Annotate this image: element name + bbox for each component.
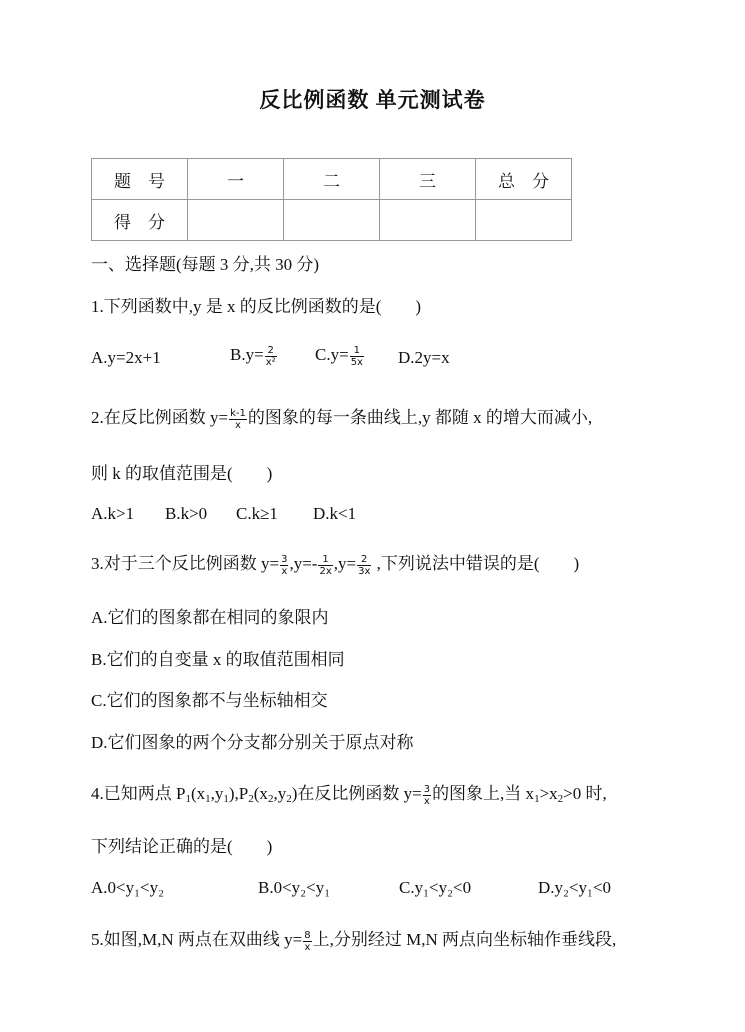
q5-frac-den: x xyxy=(304,941,311,953)
q1-b-num: 2 xyxy=(265,345,277,357)
q5-frac-num: 8 xyxy=(304,929,311,941)
q3-option-b: B.它们的自变量 x 的取值范围相同 xyxy=(91,650,345,669)
q3-f3-num: 2 xyxy=(357,554,371,566)
q4-frac-num: 3 xyxy=(423,783,431,795)
q3-f2-num: 1 xyxy=(318,554,332,566)
q2-stem-post: 的图象的每一条曲线上,y 都随 x 的增大而减小, xyxy=(247,408,593,427)
q1-option-a: A.y=2x+1 xyxy=(91,348,161,367)
q1-stem: 1.下列函数中,y 是 x 的反比例函数的是( ) xyxy=(91,297,422,316)
section-heading: 一、选择题(每题 3 分,共 30 分) xyxy=(91,255,320,274)
q1-option-b-fraction xyxy=(265,345,277,368)
q2-frac-num: k-1 xyxy=(230,407,246,419)
q1-option-b xyxy=(230,343,278,368)
q2-frac-den: x xyxy=(235,419,241,431)
q3-fraction-2 xyxy=(318,554,332,577)
q4-text-6: ,y xyxy=(273,784,287,803)
q4-sub-6: 2 xyxy=(286,793,292,805)
q1-option-c xyxy=(315,343,365,368)
q1-option-c-fraction xyxy=(350,345,364,368)
q4-text-10: >0 时, xyxy=(563,784,607,803)
q2-option-b: B.k>0 xyxy=(165,504,208,523)
q3-mid1: ,y=- xyxy=(289,554,318,573)
score-header-part-3: 三 xyxy=(380,159,476,200)
q4-text-3: ,y xyxy=(210,784,224,803)
score-cell-part-2[interactable] xyxy=(284,200,380,241)
q3-f1-num: 3 xyxy=(281,553,288,565)
q4-text-5: (x xyxy=(253,784,268,803)
q4-text-1: 4.已知两点 P xyxy=(91,784,186,803)
q3-mid2: ,y= xyxy=(333,554,357,573)
q5-stem xyxy=(91,928,616,953)
q1-option-c-prefix: C.y= xyxy=(315,345,349,364)
q4-text-4: ),P xyxy=(228,784,249,803)
score-table xyxy=(91,158,572,241)
q2-option-c: C.k≥1 xyxy=(236,504,278,523)
q3-fraction-1 xyxy=(280,554,288,577)
q4-sub-4: 2 xyxy=(248,793,254,805)
q4-text-7: )在反比例函数 y= xyxy=(291,784,422,803)
q4-stem-line1 xyxy=(91,782,607,807)
q3-stem-pre: 3.对于三个反比例函数 y= xyxy=(91,554,280,573)
score-header-part-1: 一 xyxy=(188,159,284,200)
q4-sub-5: 2 xyxy=(267,793,274,805)
q3-f1-den: x xyxy=(281,565,288,577)
q3-f3-den: 3x xyxy=(358,565,371,577)
q1-option-d: D.2y=x xyxy=(398,348,450,367)
q4-sub-1: 1 xyxy=(185,793,191,805)
q4-stem-line2: 下列结论正确的是( ) xyxy=(91,837,273,856)
score-header-total: 总 分 xyxy=(476,159,572,200)
q3-stem xyxy=(91,552,579,577)
q4-sub-7: 1 xyxy=(534,793,540,805)
score-cell-part-3[interactable] xyxy=(380,200,476,241)
q5-stem-pre: 5.如图,M,N 两点在双曲线 y= xyxy=(91,930,303,949)
q3-fraction-3 xyxy=(357,554,371,577)
q4-text-2: (x xyxy=(190,784,206,803)
q2-fraction xyxy=(229,408,247,431)
q4-sub-8: 2 xyxy=(557,793,564,805)
q4-sub-2: 1 xyxy=(205,793,211,805)
q4-option-d: D.y₂<y₁<0 xyxy=(538,878,612,897)
score-table-header-row xyxy=(92,159,572,200)
score-header-part-2: 二 xyxy=(284,159,380,200)
q4-text-9: >x xyxy=(539,784,558,803)
score-table-score-row xyxy=(92,200,572,241)
q1-c-num: 1 xyxy=(350,345,364,357)
q1-c-den: 5x xyxy=(350,356,363,368)
q3-option-d: D.它们图象的两个分支都分别关于原点对称 xyxy=(91,733,414,752)
q4-frac-den: x xyxy=(423,795,430,807)
q5-stem-post: 上,分别经过 M,N 两点向坐标轴作垂线段, xyxy=(312,930,617,949)
score-header-question-no: 题 号 xyxy=(92,159,188,200)
q3-f2-den: 2x xyxy=(319,565,332,577)
q3-stem-post: ,下列说法中错误的是( ) xyxy=(372,554,580,573)
score-cell-total[interactable] xyxy=(476,200,572,241)
q3-option-c: C.它们的图象都不与坐标轴相交 xyxy=(91,691,328,710)
q2-option-a: A.k>1 xyxy=(91,504,135,523)
q4-sub-3: 1 xyxy=(223,793,229,805)
q5-fraction xyxy=(303,930,311,953)
q2-stem-line2: 则 k 的取值范围是( ) xyxy=(91,464,273,483)
q4-option-a: A.0<y₁<y₂ xyxy=(91,878,165,897)
q4-option-c: C.y₁<y₂<0 xyxy=(399,878,472,897)
score-cell-part-1[interactable] xyxy=(188,200,284,241)
q2-option-d: D.k<1 xyxy=(313,504,357,523)
page-title: 反比例函数 单元测试卷 xyxy=(259,88,486,112)
q1-b-den: x² xyxy=(265,356,276,368)
q3-option-a: A.它们的图象都在相同的象限内 xyxy=(91,608,329,627)
q1-option-b-prefix: B.y= xyxy=(230,345,264,364)
q2-stem-line1 xyxy=(91,406,592,431)
q4-text-8: 的图象上,当 x xyxy=(432,784,535,803)
q4-fraction xyxy=(423,784,431,807)
q4-option-b: B.0<y₂<y₁ xyxy=(258,878,331,897)
score-row-label: 得 分 xyxy=(92,200,188,241)
q2-stem-pre: 2.在反比例函数 y= xyxy=(91,408,229,427)
